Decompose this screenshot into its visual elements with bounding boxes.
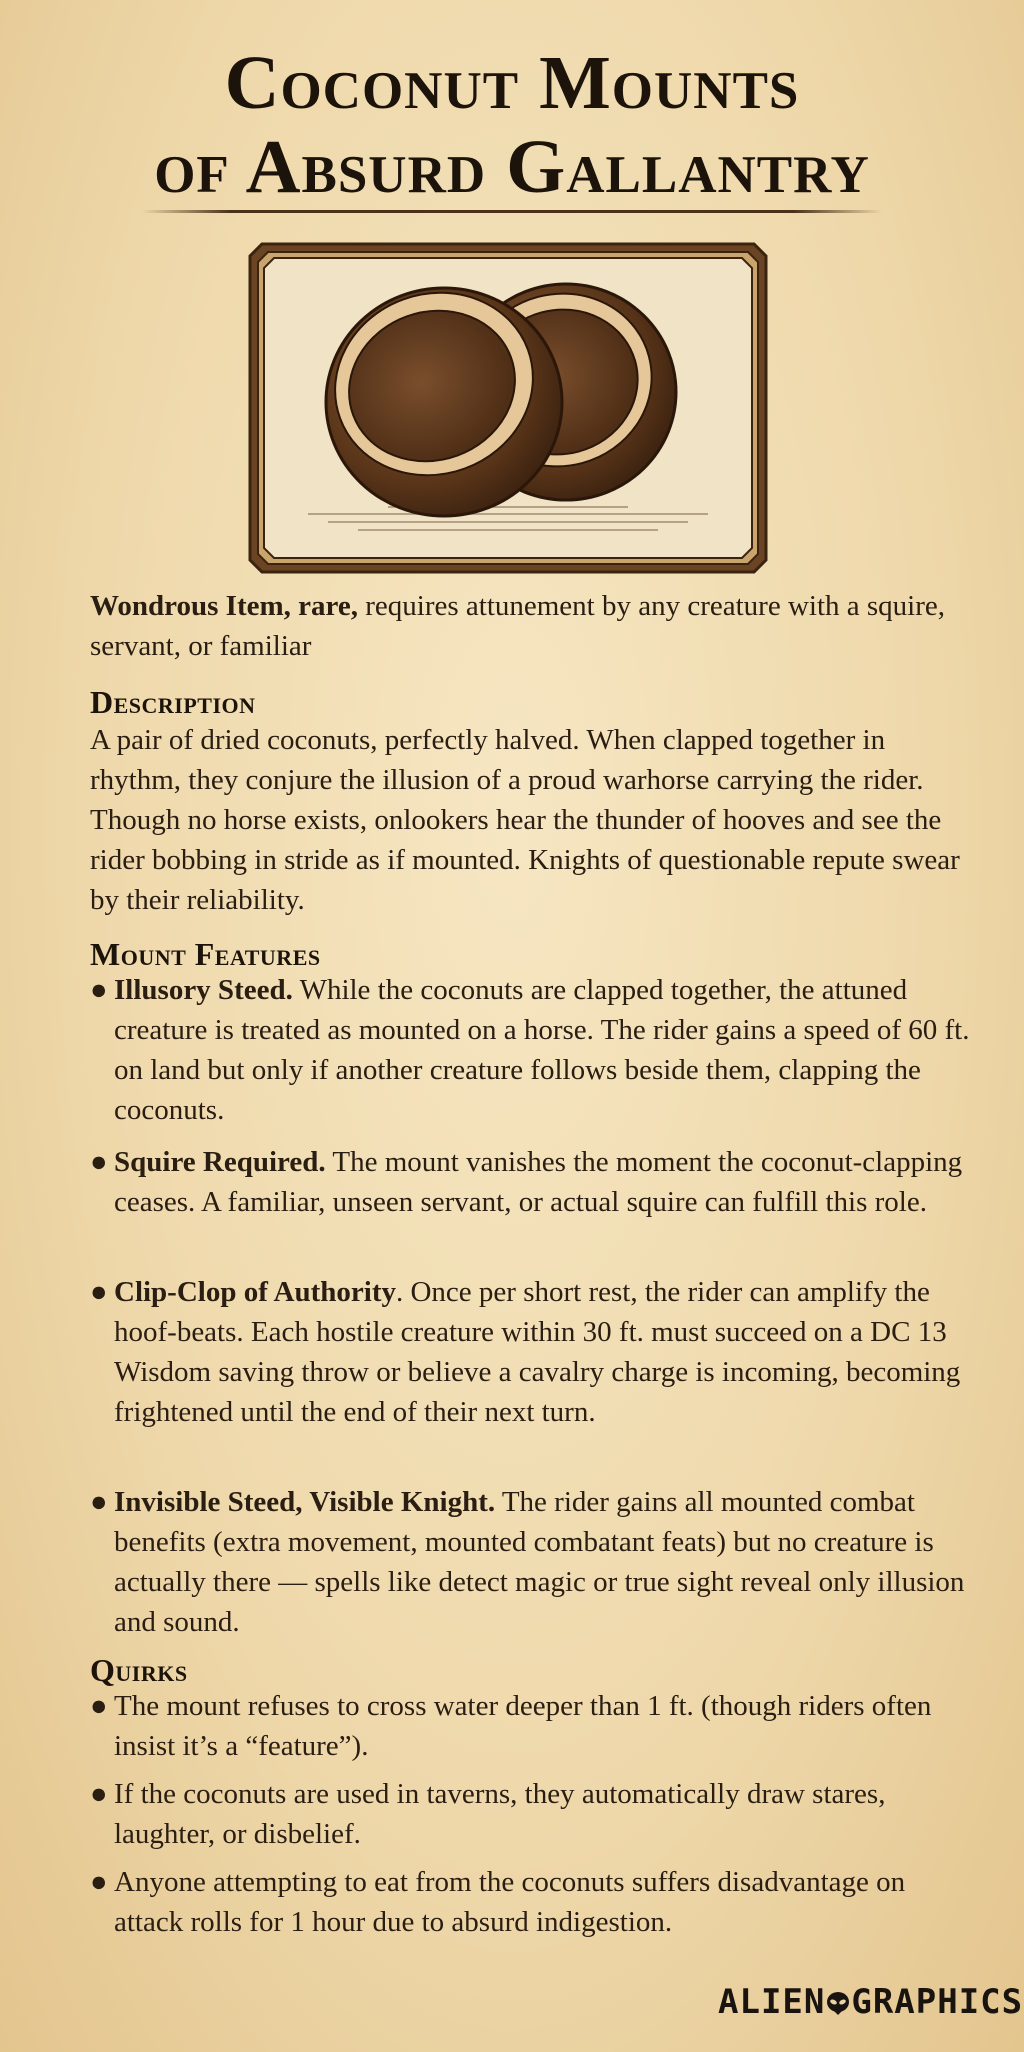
bullet-icon: ● — [90, 1146, 108, 1178]
quirk-item — [90, 1686, 970, 1766]
alien-graphics-logo — [718, 1982, 1023, 2022]
bullet-icon: ● — [90, 1866, 108, 1898]
title-line-2: of Absurd Gallantry — [154, 125, 870, 209]
feature-lead: Squire Required. — [114, 1146, 326, 1178]
quirk-item — [90, 1774, 970, 1854]
feature-item — [90, 970, 970, 1130]
bullet-icon: ● — [90, 1276, 108, 1308]
feature-item — [90, 1142, 970, 1222]
feature-text: While the coconuts are clapped together, the attuned creature is treated as mounted on a horse. The rider gains a speed of 60 ft. on land but only if another creature follows beside them, clapping the coconuts. — [114, 974, 970, 1126]
features-heading: Mount Features — [90, 936, 321, 972]
quirk-text: If the coconuts are used in taverns, they automatically draw stares, laughter, or disbelief. — [114, 1778, 886, 1850]
logo-left-text: ALIEN — [718, 1982, 826, 2022]
bullet-icon: ● — [90, 1778, 108, 1810]
bullet-icon: ● — [90, 974, 108, 1006]
item-type — [90, 586, 970, 666]
alien-head-icon — [825, 1990, 851, 2016]
description-text: A pair of dried coconuts, perfectly halved. When clapped together in rhythm, they conjure the illusion of a proud warhorse carrying the rider. Though no horse exists, onlookers hear the thunder of hooves and see the rider bobbing in stride as if mounted. Knights of questionable repute swear by their reliability. — [90, 724, 960, 916]
feature-lead: Illusory Steed. — [114, 974, 293, 1006]
quirk-text: The mount refuses to cross water deeper than 1 ft. (though riders often insist it’s a “feature”). — [114, 1690, 932, 1762]
quirks-heading: Quirks — [90, 1652, 188, 1688]
quirk-item — [90, 1862, 970, 1942]
feature-lead: Clip-Clop of Authority — [114, 1276, 396, 1308]
title-divider — [142, 210, 882, 213]
title-line-1: Coconut Mounts — [224, 41, 800, 125]
bullet-icon: ● — [90, 1486, 108, 1518]
logo-right-text: GRAPHICS — [851, 1982, 1024, 2022]
feature-item — [90, 1482, 970, 1642]
bullet-icon: ● — [90, 1690, 108, 1722]
coconut-illustration — [248, 242, 768, 574]
item-type-bold: Wondrous Item, rare, — [90, 590, 358, 622]
description-heading: Description — [90, 684, 256, 720]
quirk-text: Anyone attempting to eat from the coconuts suffers disadvantage on attack rolls for 1 hour due to absurd indigestion. — [114, 1866, 906, 1938]
feature-item — [90, 1272, 970, 1432]
feature-text: The mount vanishes the moment the coconut-clapping ceases. A familiar, unseen servant, or actual squire can fulfill this role. — [114, 1146, 963, 1218]
item-type-rest: requires attunement by any creature with a squire, servant, or familiar — [90, 590, 946, 662]
feature-text: The rider gains all mounted combat benefits (extra movement, mounted combatant feats) but no creature is actually there — spells like detect magic or true sight reveal only illusion and sound. — [114, 1486, 965, 1638]
feature-lead: Invisible Steed, Visible Knight. — [114, 1486, 496, 1518]
feature-text: . Once per short rest, the rider can amplify the hoof-beats. Each hostile creature within 30 ft. must succeed on a DC 13 Wisdom saving throw or believe a cavalry charge is incoming, becoming frightened until the end of their next turn. — [114, 1276, 961, 1428]
